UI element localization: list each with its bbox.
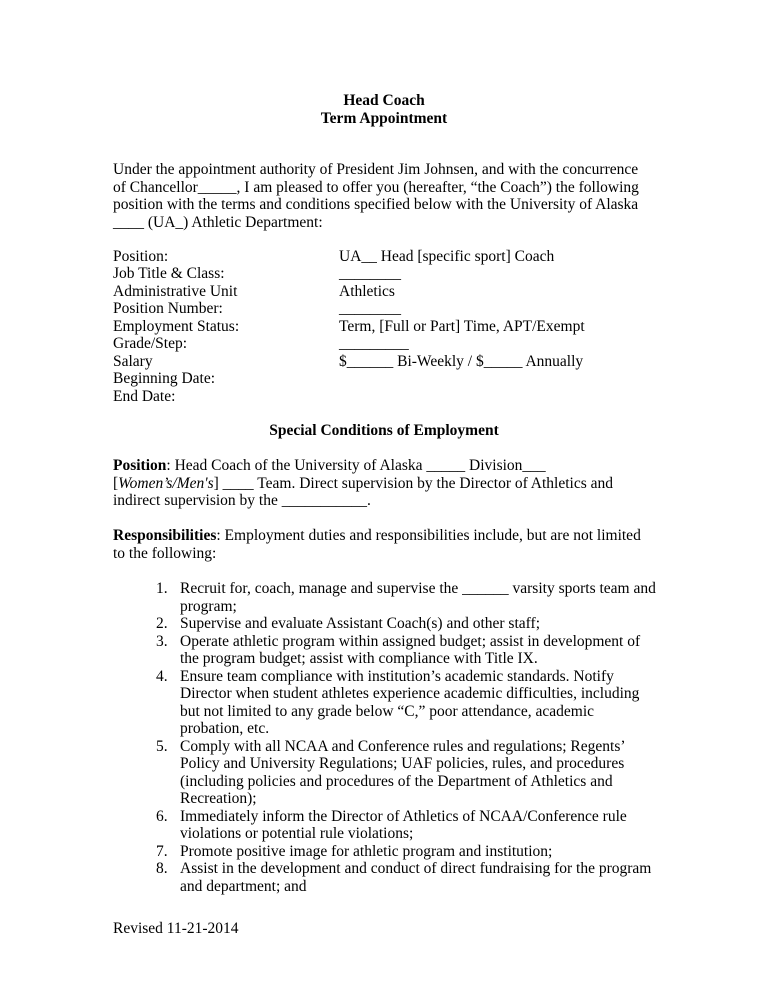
section-heading: Special Conditions of Employment [269, 422, 499, 439]
position-label: Position [113, 457, 167, 474]
list-number: 6. [156, 807, 168, 825]
field-label: Position Number: [113, 300, 223, 317]
field-label: Grade/Step: [113, 335, 188, 352]
field-label: End Date: [113, 388, 176, 405]
list-item [156, 738, 661, 808]
list-text: Promote positive image for athletic program and institution; [180, 842, 553, 860]
field-label: Salary [113, 353, 153, 370]
list-item [156, 633, 661, 668]
list-text: Assist in the development and conduct of direct fundraising for the program and department; and [180, 860, 652, 895]
field-value: ________ [339, 300, 401, 317]
list-item [156, 860, 661, 895]
list-number: 4. [156, 667, 168, 685]
list-item [156, 580, 661, 615]
list-text: Immediately inform the Director of Athletics of NCAA/Conference rule violations or potential rule violations; [180, 807, 627, 842]
list-text: Comply with all NCAA and Conference rules and regulations; Regents’ Policy and University Regulations; UAF policies, rules, and procedures (including policies and procedures of the Department of Athletics and Recreation); [180, 737, 625, 807]
field-value: _________ [339, 335, 409, 352]
document-subtitle: Term Appointment [320, 110, 448, 127]
position-text-a: : Head Coach of the University of Alaska _____ Division___ [ [113, 457, 546, 492]
intro-paragraph: Under the appointment authority of President Jim Johnsen, and with the concurrence of Chancellor_____, I am pleased to offer you (hereafter, “the Coach”) the following position with the terms and conditions specified below with the University of Alaska ____ (UA_) Athletic Department: [113, 161, 639, 231]
list-number: 1. [156, 580, 168, 597]
field-label: Position: [113, 248, 169, 265]
field-label: Beginning Date: [113, 370, 216, 387]
list-item [156, 843, 661, 861]
revision-footer: Revised 11-21-2014 [113, 920, 239, 937]
list-item [156, 808, 661, 843]
list-number: 8. [156, 860, 168, 877]
position-text-b: ] ____ Team. Direct supervision by the Director of Athletics and indirect supervision by the ___________. [113, 474, 613, 509]
list-item [156, 615, 661, 633]
field-value: Term, [Full or Part] Time, APT/Exempt [339, 318, 585, 335]
list-text: Operate athletic program within assigned budget; assist in development of the program budget; assist with compliance with Title IX. [180, 632, 641, 667]
field-label: Administrative Unit [113, 283, 238, 300]
list-text: Recruit for, coach, manage and supervise the ______ varsity sports team and program; [180, 580, 656, 615]
list-text: Supervise and evaluate Assistant Coach(s) and other staff; [180, 615, 540, 632]
list-item [156, 668, 661, 738]
responsibilities-text: : Employment duties and responsibilities include, but are not limited to the following: [113, 527, 641, 562]
list-number: 2. [156, 615, 168, 632]
field-value: Athletics [339, 283, 395, 300]
list-number: 7. [156, 842, 168, 860]
list-number: 5. [156, 737, 168, 755]
list-number: 3. [156, 632, 168, 650]
field-value: ________ [339, 265, 401, 282]
position-paragraph [113, 457, 653, 510]
responsibilities-paragraph [113, 527, 653, 562]
field-label: Job Title & Class: [113, 265, 225, 282]
responsibilities-list [156, 580, 661, 895]
list-text: Ensure team compliance with institution’s academic standards. Notify Director when student athletes experience academic difficulties, including but not limited to any grade below “C,” poor attendance, academic probation, etc. [180, 667, 640, 737]
position-italic: Women’s/Men's [118, 474, 214, 492]
field-value: $______ Bi-Weekly / $_____ Annually [339, 353, 584, 370]
responsibilities-label: Responsibilities [113, 527, 217, 544]
document-title: Head Coach [343, 92, 425, 109]
field-label: Employment Status: [113, 318, 240, 335]
field-value: UA__ Head [specific sport] Coach [339, 248, 555, 265]
